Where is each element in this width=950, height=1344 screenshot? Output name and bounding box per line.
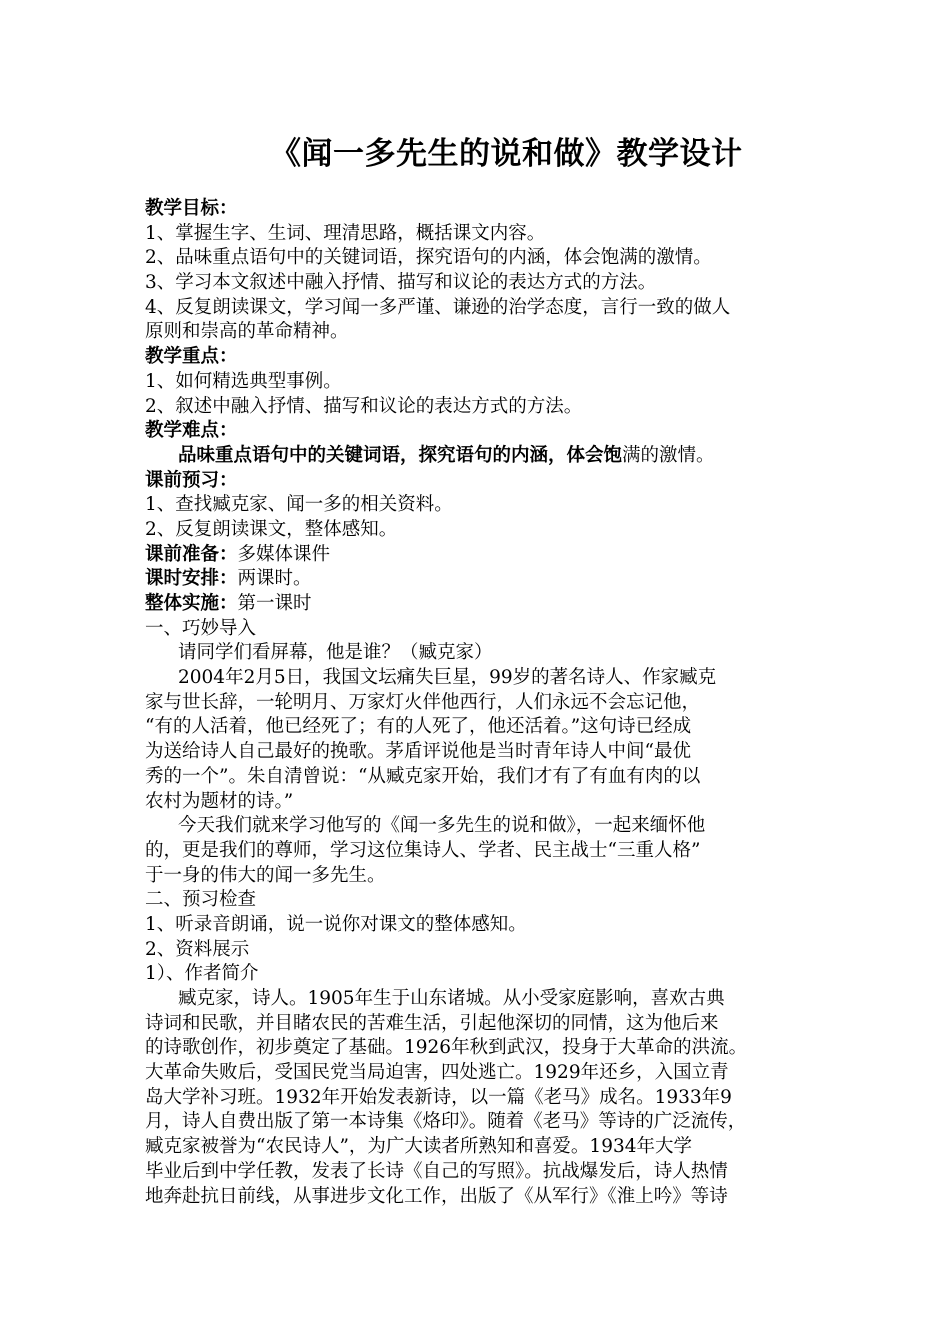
implementation-value: 第一课时: [237, 593, 312, 614]
intro-paragraph-2-line-6: 农村为题材的诗。”: [145, 790, 294, 812]
intro-paragraph-3-line-1: 今天我们就来学习他写的《闻一多先生的说和做》，一起来缅怀他: [178, 815, 706, 837]
key-point-item-2: 2、叙述中融入抒情、描写和议论的表达方式的方法。: [145, 395, 583, 417]
intro-paragraph-2-line-3: “有的人活着，他已经死了；有的人死了，他还活着。”这句诗已经成: [145, 716, 692, 738]
difficulty-heading: 教学难点：: [145, 420, 238, 442]
section-1-heading: 一、巧妙导入: [145, 617, 257, 639]
prep-label: 课前准备：: [145, 543, 238, 565]
schedule-line: [145, 567, 817, 592]
goal-item-3: 3、学习本文叙述中融入抒情、描写和议论的表达方式的方法。: [145, 272, 657, 294]
section-2-heading: 二、预习检查: [145, 889, 257, 911]
goals-heading: 教学目标：: [145, 198, 238, 219]
bio-line-5: 岛大学补习班。1932年开始发表新诗，以一篇《老马》成名。1933年9: [145, 1086, 732, 1108]
intro-paragraph-1: 请同学们看屏幕，他是谁？（臧克家）: [178, 642, 493, 664]
preview-heading: 课前预习：: [145, 469, 238, 491]
intro-paragraph-2-line-5: 秀的一个”。朱自清曾说：“从臧克家开始，我们才有了有血有肉的以: [145, 765, 701, 787]
intro-paragraph-2-line-1: 2004年2月5日，我国文坛痛失巨星，99岁的著名诗人、作家臧克: [178, 667, 717, 689]
prep-line: [145, 543, 817, 568]
implementation-line: [145, 592, 817, 617]
bio-line-2: 诗词和民歌，并目睹农民的苦难生活，引起他深切的同情，这为他后来: [145, 1012, 719, 1034]
bio-line-3: 的诗歌创作，初步奠定了基础。1926年秋到武汉，投身于大革命的洪流。: [145, 1037, 748, 1059]
goal-item-4-line-1: 4、反复朗读课文，学习闻一多严谨、谦逊的治学态度，言行一致的做人: [145, 296, 731, 318]
difficulty-bold-text: 品味重点语句中的关键词语，探究语句的内涵，体会饱: [178, 444, 623, 466]
check-item-2: 2、资料展示: [145, 938, 250, 960]
difficulty-text: [145, 444, 817, 469]
schedule-label: 课时安排：: [145, 568, 238, 590]
preview-item-1: 1、查找臧克家、闻一多的相关资料。: [145, 494, 453, 516]
intro-paragraph-3-line-3: 于一身的伟大的闻一多先生。: [145, 864, 386, 886]
intro-paragraph-3-line-2: 的，更是我们的尊师，学习这位集诗人、学者、民主战士“三重人格”: [145, 839, 701, 861]
document-title: 《闻一多先生的说和做》教学设计: [270, 136, 743, 172]
bio-line-9: 地奔赴抗日前线，从事进步文化工作，出版了《从军行》《淮上吟》等诗: [145, 1185, 728, 1207]
author-intro-heading: 1）、作者简介: [145, 963, 259, 985]
bio-line-7: 臧克家被誉为“农民诗人”，为广大读者所熟知和喜爱。1934年大学: [145, 1136, 692, 1158]
bio-line-1: 臧克家，诗人。1905年生于山东诸城。从小受家庭影响，喜欢古典: [178, 988, 725, 1009]
goal-item-4-line-2: 原则和崇高的革命精神。: [145, 321, 349, 343]
goal-item-2: 2、品味重点语句中的关键词语，探究语句的内涵，体会饱满的激情。: [145, 247, 712, 269]
check-item-1: 1、听录音朗诵，说一说你对课文的整体感知。: [145, 913, 527, 935]
bio-line-4: 大革命失败后，受国民党当局迫害，四处逃亡。1929年还乡，入国立青: [145, 1062, 729, 1084]
schedule-value: 两课时。: [237, 568, 312, 590]
goal-item-1: 1、掌握生字、生词、理清思路，概括课文内容。: [145, 222, 546, 244]
bio-line-8: 毕业后到中学任教，发表了长诗《自己的写照》。抗战爆发后，诗人热情: [145, 1160, 728, 1182]
document-body: [145, 197, 817, 1209]
intro-paragraph-2-line-2: 家与世长辞，一轮明月、万家灯火伴他西行，人们永远不会忘记他，: [145, 691, 701, 713]
difficulty-rest-text: 满的激情。: [622, 444, 715, 466]
intro-paragraph-2-line-4: 为送给诗人自己最好的挽歌。茅盾评说他是当时青年诗人中间“最优: [145, 741, 691, 763]
preview-item-2: 2、反复朗读课文，整体感知。: [145, 518, 398, 540]
bio-line-6: 月，诗人自费出版了第一本诗集《烙印》。随着《老马》等诗的广泛流传，: [145, 1111, 747, 1133]
key-point-item-1: 1、如何精选典型事例。: [145, 370, 342, 392]
key-points-heading: 教学重点：: [145, 346, 238, 368]
implementation-label: 整体实施：: [145, 593, 238, 614]
prep-value: 多媒体课件: [237, 543, 331, 565]
